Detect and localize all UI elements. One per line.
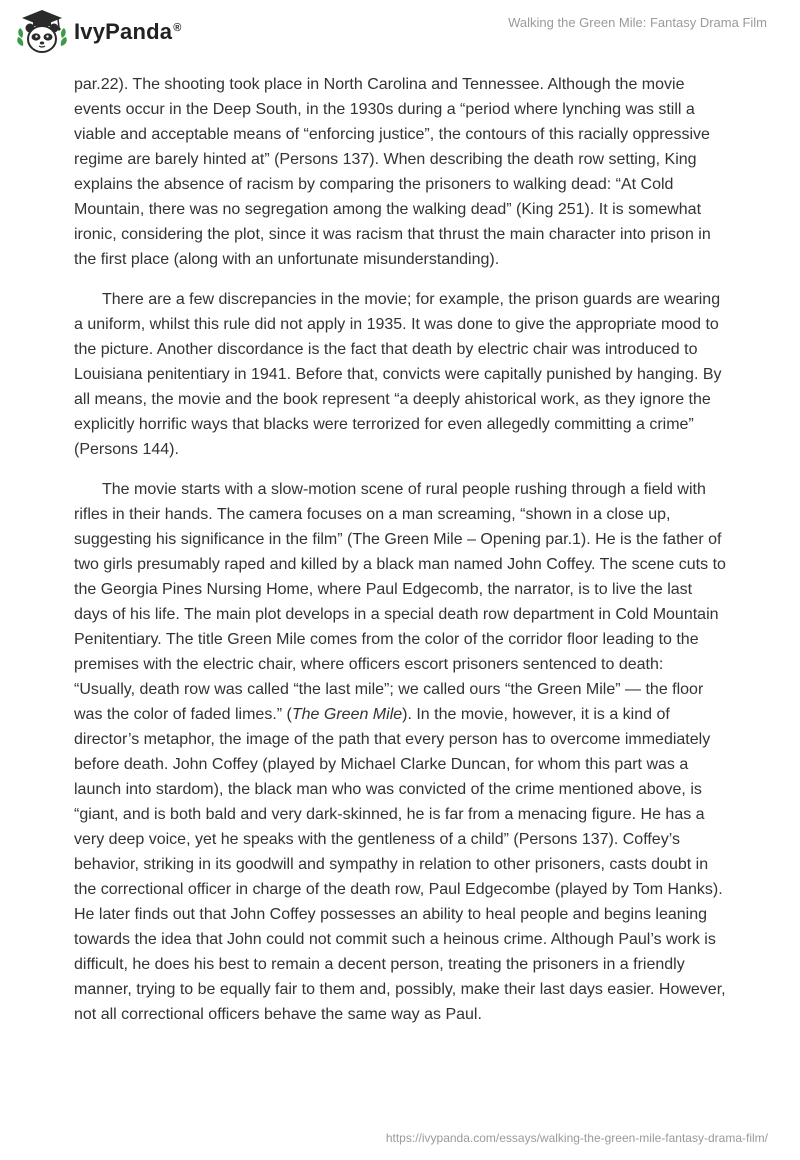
- logo-text: IvyPanda®: [74, 19, 182, 44]
- page-header: [0, 0, 800, 66]
- paragraph-3: [74, 477, 726, 1027]
- paragraph-1: par.22). The shooting took place in North Carolina and Tennessee. Although the movie events occur in the Deep South, in the 1930s during a “period where lynching was still a viable and acceptable means of “enforcing justice”, the contours of this racially oppressive regime are barely hinted at” (Persons 137). When describing the death row setting, King explains the absence of racism by comparing the prisoners to walking dead: “At Cold Mountain, there was no segregation among the walking dead” (King 251). It is somewhat ironic, considering the plot, since it was racism that thrust the main character into prison in the first place (along with an unfortunate misunderstanding).: [74, 76, 711, 268]
- document-title: Walking the Green Mile: Fantasy Drama Film: [508, 15, 767, 30]
- paragraph-2: There are a few discrepancies in the movie; for example, the prison guards are wearing a uniform, whilst this rule did not apply in 1935. It was done to give the appropriate mood to the picture. Another discordance is the fact that death by electric chair was introduced to Louisiana penitentiary in 1941. Before that, convicts were capitally punished by hanging. By all means, the movie and the book represent “a deeply ahistorical work, as they ignore the explicitly horrific ways that blacks were terrorized for even allegedly committing a crime” (Persons 144).: [74, 291, 722, 458]
- panda-graduate-icon: [16, 8, 68, 56]
- paragraph-3-part-2: ). In the movie, however, it is a kind of director’s metaphor, the image of the path that every person has to overcome immediately before death. John Coffey (played by Michael Clarke Duncan, for whom this part was a launch into stardom), the black man who was convicted of the crime mentioned above, is “giant, and is both bald and very dark-skinned, he is far from a menacing figure. He has a very deep voice, yet he speaks with the gentleness of a child” (Persons 137). Coffey’s behavior, striking in its goodwill and sympathy in relation to other prisoners, casts doubt in the correctional officer in charge of the death row, Paul Edgecombe (played by Tom Hanks). He later finds out that John Coffey possesses an ability to heal people and begins leaning towards the idea that John could not commit such a heinous crime. Although Paul’s work is difficult, he does his best to remain a decent person, treating the prisoners in a friendly manner, trying to be equally fair to them and, possibly, make their last days easier. However, not all correctional officers behave the same way as Paul.: [74, 706, 726, 1023]
- ivypanda-logo[interactable]: [16, 8, 182, 56]
- source-url[interactable]: https://ivypanda.com/essays/walking-the-green-mile-fantasy-drama-film/: [385, 1131, 768, 1145]
- essay-body: [74, 72, 726, 1042]
- book-title-italic: The Green Mile: [291, 706, 403, 723]
- paragraph-3-part-1: The movie starts with a slow-motion scene of rural people rushing through a field with rifles in their hands. The camera focuses on a man screaming, “shown in a close up, suggesting his significance in the film” (The Green Mile – Opening par.1). He is the father of two girls presumably raped and killed by a black man named John Coffey. The scene cuts to the Georgia Pines Nursing Home, where Paul Edgecomb, the narrator, is to live the last days of his life. The main plot develops in a special death row department in Cold Mountain Penitentiary. The title Green Mile comes from the color of the corridor floor leading to the premises with the electric chair, where officers escort prisoners sentenced to death: “Usually, death row was called “the last mile”; we called ours “the Green Mile” — the floor was the color of faded limes.” (: [74, 481, 726, 723]
- registered-mark: ®: [173, 21, 182, 34]
